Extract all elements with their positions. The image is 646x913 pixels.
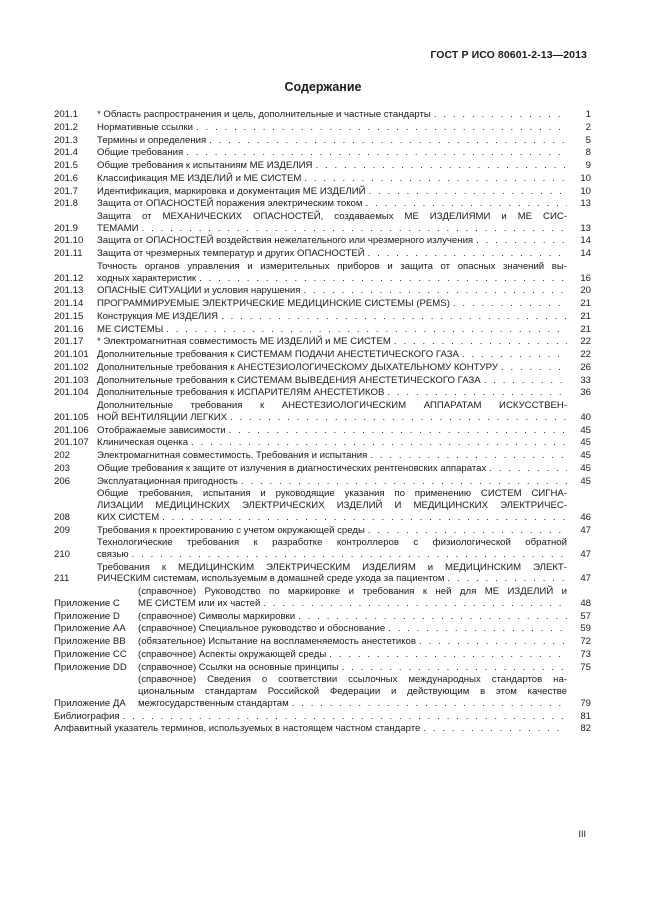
toc-entry-number: 201.107	[54, 437, 89, 449]
toc-entry	[54, 298, 591, 310]
toc-entry-page: 22	[580, 349, 591, 361]
toc-entry	[54, 173, 591, 185]
toc-entry-text	[97, 235, 573, 247]
toc-entry-text	[54, 723, 573, 735]
toc-entry-line: (справочное) Аспекты окружающей среды	[138, 648, 327, 660]
toc-entry	[54, 211, 591, 234]
toc-entry-page: 82	[580, 723, 591, 735]
toc-entry-page: 10	[580, 185, 591, 197]
toc-entry-page: 57	[580, 610, 591, 622]
toc-entry	[54, 562, 591, 585]
toc-entry-page: 33	[580, 374, 591, 386]
dot-leader	[453, 298, 567, 310]
dot-leader	[303, 285, 567, 297]
toc-entry-number: 201.7	[54, 185, 79, 197]
toc-entry	[54, 586, 591, 609]
toc-entry	[54, 122, 591, 134]
dot-leader	[304, 173, 567, 185]
toc-entry-page: 48	[580, 597, 591, 609]
toc-entry-number: 211	[54, 573, 70, 585]
toc-entry-line: Эксплуатационная пригодность	[97, 475, 238, 487]
dot-leader	[423, 723, 567, 735]
toc-entry-page: 73	[580, 648, 591, 660]
toc-entry-page: 47	[580, 524, 591, 536]
toc-entry-text	[97, 425, 573, 437]
toc-entry-page: 45	[580, 424, 591, 436]
toc-entry-page: 59	[580, 623, 591, 635]
toc-entry-text	[138, 662, 573, 674]
toc-entry-line: Требования к проектированию с учетом окружающей среды	[97, 524, 365, 536]
toc-entry-text	[97, 109, 573, 121]
toc-entry-page: 47	[580, 573, 591, 585]
toc-entry-line: (справочное) Ссылки на основные принципы	[138, 661, 339, 673]
toc-entry-number: 201.5	[54, 160, 79, 171]
toc-entry	[54, 437, 591, 449]
toc-entry	[54, 623, 591, 635]
toc-entry-text	[97, 525, 573, 537]
toc-entry-text	[97, 437, 573, 449]
toc-entry-line: Нормативные ссылки	[97, 121, 194, 133]
toc-entry-line: МЕ СИСТЕМЫ	[97, 323, 164, 335]
toc-entry-number: 201.105	[54, 411, 89, 423]
toc-entry	[54, 711, 591, 723]
toc-entry-number: 201.13	[54, 285, 84, 297]
toc-entry-text	[97, 375, 573, 387]
toc-entry-page: 2	[585, 121, 591, 133]
dot-leader	[387, 387, 567, 399]
toc-entry-text	[97, 186, 573, 198]
toc-entry	[54, 147, 591, 159]
toc-entry-line: Защита от ОПАСНОСТЕЙ воздействия нежелательного или чрезмерного излучения	[97, 235, 474, 247]
toc-entry-line: ПРОГРАММИРУЕМЫЕ ЭЛЕКТРИЧЕСКИЕ МЕДИЦИНСКИЕ СИСТЕМЫ (PEMS)	[97, 298, 450, 310]
toc-entry	[54, 362, 591, 374]
toc-entry-number: 201.102	[54, 361, 89, 373]
toc-entry-text	[97, 122, 573, 134]
toc-entry-text	[97, 400, 573, 423]
toc-entry-text	[138, 623, 573, 635]
dot-leader	[329, 649, 567, 661]
toc-entry-text	[97, 248, 573, 260]
toc-entry-line: ТЕМАМИ	[97, 222, 139, 234]
dot-leader	[229, 425, 567, 437]
toc-entry-page: 47	[580, 548, 591, 560]
toc-entry-line: Клиническая оценка	[97, 437, 189, 449]
toc-entry-number: 209	[54, 524, 71, 536]
toc-entry-line: Дополнительные требования к АНЕСТЕЗИОЛОГИЧЕСКОМУ ДЫХАТЕЛЬНОМУ КОНТУРУ	[97, 361, 498, 373]
dot-leader	[501, 362, 567, 374]
toc-entry	[54, 636, 591, 648]
toc-entry-page: 46	[580, 511, 591, 523]
dot-leader	[462, 349, 567, 361]
dot-leader	[298, 611, 567, 623]
toc-entry-page: 81	[580, 710, 591, 722]
toc-entry-line: * Электромагнитная совместимость МЕ ИЗДЕЛИЙ и МЕ СИСТЕМ	[97, 336, 391, 348]
toc-entry-number: 201.106	[54, 424, 89, 436]
dot-leader	[388, 623, 567, 635]
dot-leader	[476, 235, 567, 247]
toc-entry-text	[138, 636, 573, 648]
toc-entry-number: 201.103	[54, 374, 89, 386]
toc-entry-number: 201.104	[54, 387, 89, 399]
toc-entry-text	[97, 488, 573, 523]
toc-entry-line: Отображаемые зависимости	[97, 424, 226, 436]
toc-entry-number: Приложение D	[54, 610, 120, 622]
toc-entry-line: ходных характеристик	[97, 272, 197, 284]
toc-entry-line: Общие требования	[97, 147, 184, 159]
toc-entry-number: 210	[54, 548, 71, 560]
toc-entry-page: 45	[580, 462, 591, 474]
toc-entry	[54, 662, 591, 674]
toc-entry	[54, 109, 591, 121]
toc-entry-page: 26	[580, 361, 591, 373]
toc-entry	[54, 400, 591, 423]
toc-entry	[54, 723, 591, 735]
toc-entry-number: 201.16	[54, 323, 84, 335]
toc-entry-number: 201.9	[54, 222, 79, 234]
toc-entry-page: 22	[580, 336, 591, 348]
toc-entry-page: 45	[580, 437, 591, 449]
toc-entry	[54, 525, 591, 537]
toc-entry-line: ОПАСНЫЕ СИТУАЦИИ и условия нарушения	[97, 285, 301, 297]
toc-entry-text	[138, 674, 573, 709]
dot-leader	[191, 437, 567, 449]
dot-leader	[394, 336, 567, 348]
dot-leader	[162, 512, 567, 524]
toc-entry-line: Конструкция МЕ ИЗДЕЛИЯ	[97, 310, 219, 322]
toc-entry-line: РИЧЕСКИМ системам, используемым в домашней среде ухода за пациентом	[97, 573, 445, 585]
toc-entry-line: Библиография	[54, 710, 120, 722]
toc-entry-number: 201.4	[54, 147, 79, 159]
toc-entry-line: МЕ СИСТЕМ или их частей	[138, 597, 261, 609]
toc-entry-text	[97, 147, 573, 159]
toc-entry-page: 14	[580, 235, 591, 247]
toc-entry-number: 201.101	[54, 349, 89, 361]
toc-entry-text	[97, 324, 573, 336]
toc-entry-line: Общие требования к защите от излучения в диагностических рентгеновских аппаратах	[97, 462, 487, 474]
toc-entry-page: 79	[580, 697, 591, 709]
toc-entry-number: 201.1	[54, 109, 79, 120]
toc-entry-text	[97, 562, 573, 585]
toc-entry-line: Дополнительные требования к ИСПАРИТЕЛЯМ АНЕСТЕТИКОВ	[97, 387, 385, 399]
toc-entry-line: Общие требования к испытаниям МЕ ИЗДЕЛИЯ	[97, 160, 313, 171]
toc-entry-number: 201.14	[54, 298, 84, 310]
dot-leader	[447, 573, 567, 585]
toc-entry-line: Точность органов управления и измерительных приборов и защита от опасных значений вы-	[97, 260, 567, 272]
toc-entry	[54, 336, 591, 348]
toc-entry-page: 75	[580, 661, 591, 673]
toc-entry-number: 201.6	[54, 172, 79, 184]
toc-entry-number: 208	[54, 511, 71, 523]
toc-entry	[54, 611, 591, 623]
toc-entry-line: Термины и определения	[97, 134, 207, 146]
toc-entry	[54, 375, 591, 387]
toc-entry-text	[97, 160, 573, 172]
toc-entry	[54, 324, 591, 336]
toc-entry	[54, 537, 591, 560]
toc-entry-page: 20	[580, 285, 591, 297]
toc-entry-number: 201.17	[54, 336, 84, 348]
toc-entry-text	[97, 298, 573, 310]
toc-entry-text	[138, 586, 573, 609]
dot-leader	[292, 698, 567, 710]
toc-entry-page: 1	[585, 109, 591, 120]
toc-entry-number: 206	[54, 475, 71, 487]
toc-entry-text	[97, 173, 573, 185]
toc-entry-line: Идентификация, маркировка и документация МЕ ИЗДЕЛИЙ	[97, 185, 366, 197]
toc-entry-page: 16	[580, 272, 591, 284]
toc-entry	[54, 160, 591, 172]
toc-entry-line: Общие требования, испытания и руководящие указания по применению СИСТЕМ СИГНА-	[97, 488, 567, 500]
toc-entry-text	[97, 198, 573, 210]
dot-leader	[241, 476, 567, 488]
toc-entry-line: Требования к МЕДИЦИНСКИМ ЭЛЕКТРИЧЕСКИМ ИЗДЕЛИЯМ и МЕДИЦИНСКИМ ЭЛЕКТ-	[97, 561, 567, 573]
dot-leader	[209, 135, 567, 147]
dot-leader	[263, 598, 567, 610]
toc-entry-page: 13	[580, 198, 591, 210]
toc-entry	[54, 261, 591, 284]
dot-leader	[370, 450, 567, 462]
toc-entry-text	[97, 261, 573, 284]
toc-entry	[54, 349, 591, 361]
toc-entry-page: 40	[580, 411, 591, 423]
toc-entry-page: 5	[585, 134, 591, 146]
toc-entry	[54, 450, 591, 462]
toc-entry-number: Приложение С	[54, 597, 120, 609]
toc-entry-page: 21	[580, 310, 591, 322]
toc-entry-line: Защита от ОПАСНОСТЕЙ поражения электрическим током	[97, 198, 363, 210]
toc-entry-number: Приложение СС	[54, 648, 127, 660]
toc-entry-text	[97, 211, 573, 234]
toc-entry-number: 201.2	[54, 121, 79, 133]
toc-entry-text	[97, 135, 573, 147]
toc-entry-line: (обязательное) Испытание на воспламеняемость анестетиков	[138, 636, 416, 648]
toc-entry-line: Дополнительные требования к СИСТЕМАМ ВЫВЕДЕНИЯ АНЕСТЕТИЧЕСКОГО ГАЗА	[97, 374, 481, 386]
dot-leader	[132, 549, 567, 561]
toc-entry-line: Алфавитный указатель терминов, используемых в настоящем частном стандарте	[54, 723, 421, 735]
toc-entry-page: 21	[580, 323, 591, 335]
document-header: ГОСТ Р ИСО 80601-2-13—2013	[430, 49, 587, 61]
dot-leader	[489, 463, 567, 475]
toc-entry-line: (справочное) Специальное руководство и обоснование	[138, 623, 386, 635]
toc-entry-text	[138, 611, 573, 623]
toc-entry-text	[97, 450, 573, 462]
dot-leader	[365, 198, 567, 210]
toc-entry-page: 9	[585, 160, 591, 171]
toc-entry-line: Защита от чрезмерных температур и других ОПАСНОСТЕЙ	[97, 248, 365, 260]
toc-entry-line: ЛИЗАЦИИ МЕДИЦИНСКИХ ЭЛЕКТРИЧЕСКИХ ИЗДЕЛИЙ И МЕДИЦИНСКИХ ЭЛЕКТРИЧЕС-	[97, 500, 567, 512]
toc-entry-text	[138, 649, 573, 661]
table-of-contents	[54, 109, 591, 736]
toc-entry-line: Дополнительные требования к СИСТЕМАМ ПОДАЧИ АНЕСТЕТИЧЕСКОГО ГАЗА	[97, 349, 459, 361]
toc-entry-number: 202	[54, 450, 71, 462]
toc-entry-number: 201.8	[54, 198, 79, 210]
toc-entry-text	[97, 476, 573, 488]
toc-entry-number: 203	[54, 462, 71, 474]
dot-leader	[221, 311, 567, 323]
toc-entry	[54, 285, 591, 297]
toc-entry-page: 45	[580, 475, 591, 487]
toc-entry-text	[97, 463, 573, 475]
dot-leader	[315, 160, 567, 172]
toc-entry-number: 201.10	[54, 235, 84, 247]
toc-entry-line: (справочное) Сведения о соответствии ссылочных международных стандартов на-	[138, 674, 567, 686]
dot-leader	[166, 324, 567, 336]
toc-entry-page: 13	[580, 222, 591, 234]
toc-entry	[54, 649, 591, 661]
toc-entry-text	[97, 387, 573, 399]
dot-leader	[342, 662, 567, 674]
toc-entry-line: Электромагнитная совместимость. Требования и испытания	[97, 450, 368, 462]
toc-entry-line: (справочное) Руководство по маркировке и требования к ней для МЕ ИЗДЕЛИЙ и	[138, 586, 567, 598]
toc-entry-text	[97, 349, 573, 361]
toc-entry-line: Технологические требования к разработке контроллеров с физиологической обратной	[97, 537, 567, 549]
toc-entry	[54, 387, 591, 399]
dot-leader	[369, 186, 567, 198]
toc-entry-line: циональным стандартам Российской Федерации и действующим в этом качестве	[138, 686, 567, 698]
toc-entry-text	[97, 336, 573, 348]
toc-entry	[54, 186, 591, 198]
dot-leader	[368, 248, 567, 260]
toc-entry-number: 201.12	[54, 272, 84, 284]
toc-entry-page: 14	[580, 248, 591, 260]
dot-leader	[123, 711, 567, 723]
toc-entry-text	[54, 711, 573, 723]
toc-entry-line: КИХ СИСТЕМ	[97, 511, 160, 523]
toc-entry-number: Приложение ДА	[54, 697, 126, 709]
toc-entry	[54, 476, 591, 488]
toc-entry-line: Классификация МЕ ИЗДЕЛИЙ и МЕ СИСТЕМ	[97, 172, 302, 184]
toc-entry-page: 8	[585, 147, 591, 159]
page-number: III	[578, 829, 586, 839]
toc-entry	[54, 248, 591, 260]
dot-leader	[484, 375, 567, 387]
toc-entry-page: 10	[580, 172, 591, 184]
toc-entry	[54, 674, 591, 709]
toc-entry	[54, 198, 591, 210]
toc-entry-line: НОЙ ВЕНТИЛЯЦИИ ЛЕГКИХ	[97, 411, 227, 423]
toc-entry-number: Приложение ВВ	[54, 636, 126, 648]
toc-entry-number: 201.11	[54, 248, 83, 260]
toc-entry	[54, 425, 591, 437]
dot-leader	[434, 109, 567, 121]
dot-leader	[142, 223, 567, 235]
dot-leader	[419, 636, 567, 648]
toc-entry-line: (справочное) Символы маркировки	[138, 610, 296, 622]
toc-entry	[54, 235, 591, 247]
toc-entry-line: Защита от МЕХАНИЧЕСКИХ ОПАСНОСТЕЙ, создаваемых МЕ ИЗДЕЛИЯМИ и МЕ СИС-	[97, 211, 567, 222]
toc-entry-text	[97, 362, 573, 374]
toc-entry-text	[97, 537, 573, 560]
toc-entry-number: Приложение DD	[54, 661, 127, 673]
toc-entry-line: связью	[97, 548, 129, 560]
page-title: Содержание	[284, 80, 362, 94]
toc-entry-line: межгосударственным стандартам	[138, 697, 289, 709]
toc-entry-number: 201.3	[54, 134, 79, 146]
dot-leader	[230, 412, 567, 424]
toc-entry	[54, 488, 591, 523]
toc-entry-line: * Область распространения и цель, дополнительные и частные стандарты	[97, 109, 431, 120]
dot-leader	[368, 525, 567, 537]
toc-entry-page: 72	[580, 636, 591, 648]
toc-entry	[54, 135, 591, 147]
toc-entry-page: 21	[580, 298, 591, 310]
toc-entry-text	[97, 311, 573, 323]
toc-entry-line: Дополнительные требования к АНЕСТЕЗИОЛОГИЧЕСКИМ АППАРАТАМ ИСКУССТВЕН-	[97, 400, 567, 412]
toc-entry-text	[97, 285, 573, 297]
toc-entry-number: Приложение АА	[54, 623, 126, 635]
dot-leader	[186, 147, 567, 159]
toc-entry	[54, 311, 591, 323]
toc-entry-page: 45	[580, 450, 591, 462]
toc-entry-number: 201.15	[54, 310, 84, 322]
toc-entry	[54, 463, 591, 475]
dot-leader	[199, 273, 567, 285]
dot-leader	[196, 122, 567, 134]
toc-entry-page: 36	[580, 387, 591, 399]
